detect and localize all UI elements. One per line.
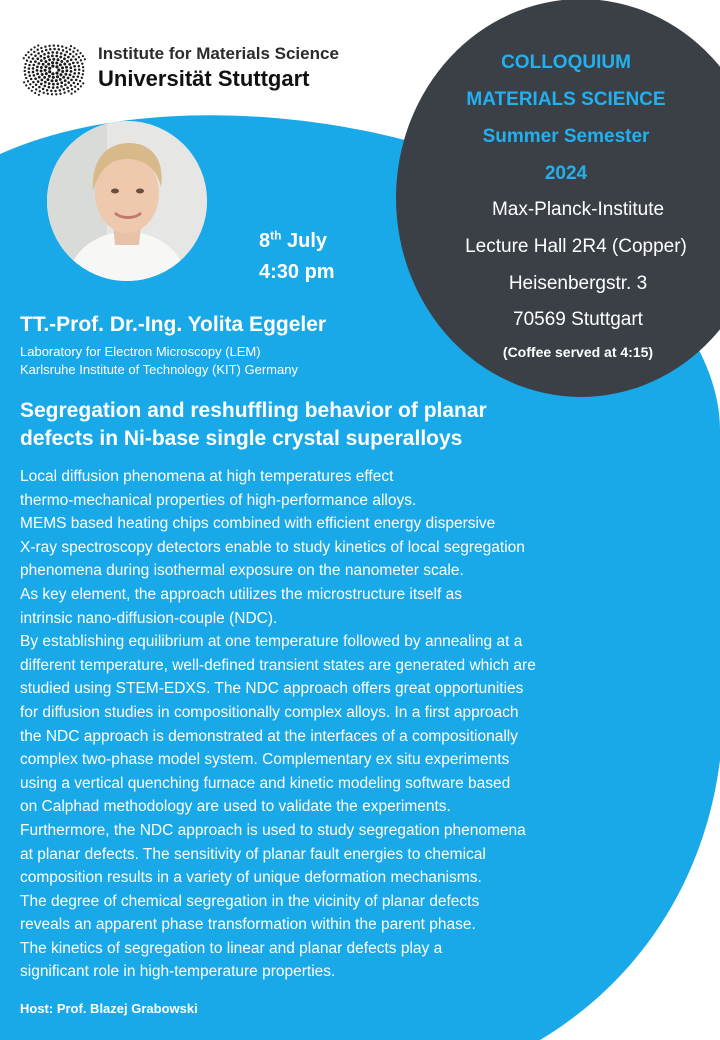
abstract-line: complex two-phase model system. Complementary ex situ experiments [20, 751, 510, 769]
host-line: Host: Prof. Blazej Grabowski [20, 1001, 198, 1016]
speaker-affiliation-lab: Laboratory for Electron Microscopy (LEM) [20, 344, 261, 359]
abstract-line: using a vertical quenching furnace and kinetic modeling software based [20, 774, 511, 792]
abstract-line: The kinetics of segregation to linear and planar defects play a [20, 939, 443, 957]
university-dot-logo-icon [22, 44, 86, 96]
abstract-line: on Calphad methodology are used to validate the experiments. [20, 798, 451, 816]
semester-label: Summer Semester [482, 126, 650, 147]
date-day: 8 [259, 230, 271, 252]
talk-title-line: Segregation and reshuffling behavior of planar [20, 399, 487, 422]
speaker-name: TT.-Prof. Dr.-Ing. Yolita Eggeler [20, 313, 327, 336]
room-name: Lecture Hall 2R4 (Copper) [465, 236, 687, 257]
abstract-line: composition results in a variety of unique deformation mechanisms. [20, 869, 482, 887]
abstract-line: X-ray spectroscopy detectors enable to study kinetics of local segregation [20, 538, 525, 556]
city-address: 70569 Stuttgart [513, 309, 643, 330]
event-date [259, 226, 335, 257]
abstract-line: The degree of chemical segregation in the vicinity of planar defects [20, 892, 480, 910]
abstract-line: By establishing equilibrium at one temperature followed by annealing at a [20, 633, 523, 651]
abstract-line: at planar defects. The sensitivity of planar fault energies to chemical [20, 845, 486, 863]
speaker-portrait-photo [47, 121, 207, 281]
abstract-line: different temperature, well-defined transient states are generated which are [20, 656, 536, 674]
event-date-time [259, 226, 335, 288]
institute-name: Institute for Materials Science [98, 44, 339, 63]
coffee-note: (Coffee served at 4:15) [502, 344, 654, 360]
date-suffix: th [270, 228, 282, 243]
talk-abstract [20, 465, 536, 984]
abstract-line: Local diffusion phenomena at high temperatures effect [20, 468, 394, 485]
talk-title-line: defects in Ni-base single crystal superalloys [20, 427, 463, 450]
abstract-line: thermo-mechanical properties of high-performance alloys. [20, 491, 417, 509]
abstract-line: phenomena during isothermal exposure on the nanometer scale. [20, 562, 464, 580]
abstract-line: studied using STEM-EDXS. The NDC approach offers great opportunities [20, 680, 524, 698]
speaker-affiliation-institute: Karlsruhe Institute of Technology (KIT) Germany [20, 362, 298, 377]
abstract-line: the NDC approach is demonstrated at the interfaces of a compositionally [20, 727, 518, 745]
abstract-line: significant role in high-temperature properties. [20, 963, 336, 981]
abstract-line: for diffusion studies in compositionally complex alloys. In a first approach [20, 703, 519, 721]
year-label: 2024 [544, 163, 588, 184]
abstract-line: As key element, the approach utilizes the microstructure itself as [20, 585, 462, 603]
street-address: Heisenbergstr. 3 [508, 273, 648, 294]
abstract-line: reveals an apparent phase transformation within the parent phase. [20, 916, 476, 934]
talk-title [20, 397, 487, 453]
abstract-line: intrinsic nano-diffusion-couple (NDC). [20, 609, 278, 627]
event-time: 4:30 pm [259, 261, 335, 283]
venue-name: Max-Planck-Institute [491, 199, 665, 220]
university-name: Universität Stuttgart [98, 66, 310, 91]
abstract-line: MEMS based heating chips combined with efficient energy dispersive [20, 515, 496, 533]
date-month: July [287, 230, 328, 252]
abstract-line: Furthermore, the NDC approach is used to study segregation phenomena [20, 821, 526, 839]
colloquium-label: COLLOQUIUM [501, 52, 631, 73]
materials-science-label: MATERIALS SCIENCE [466, 89, 666, 110]
